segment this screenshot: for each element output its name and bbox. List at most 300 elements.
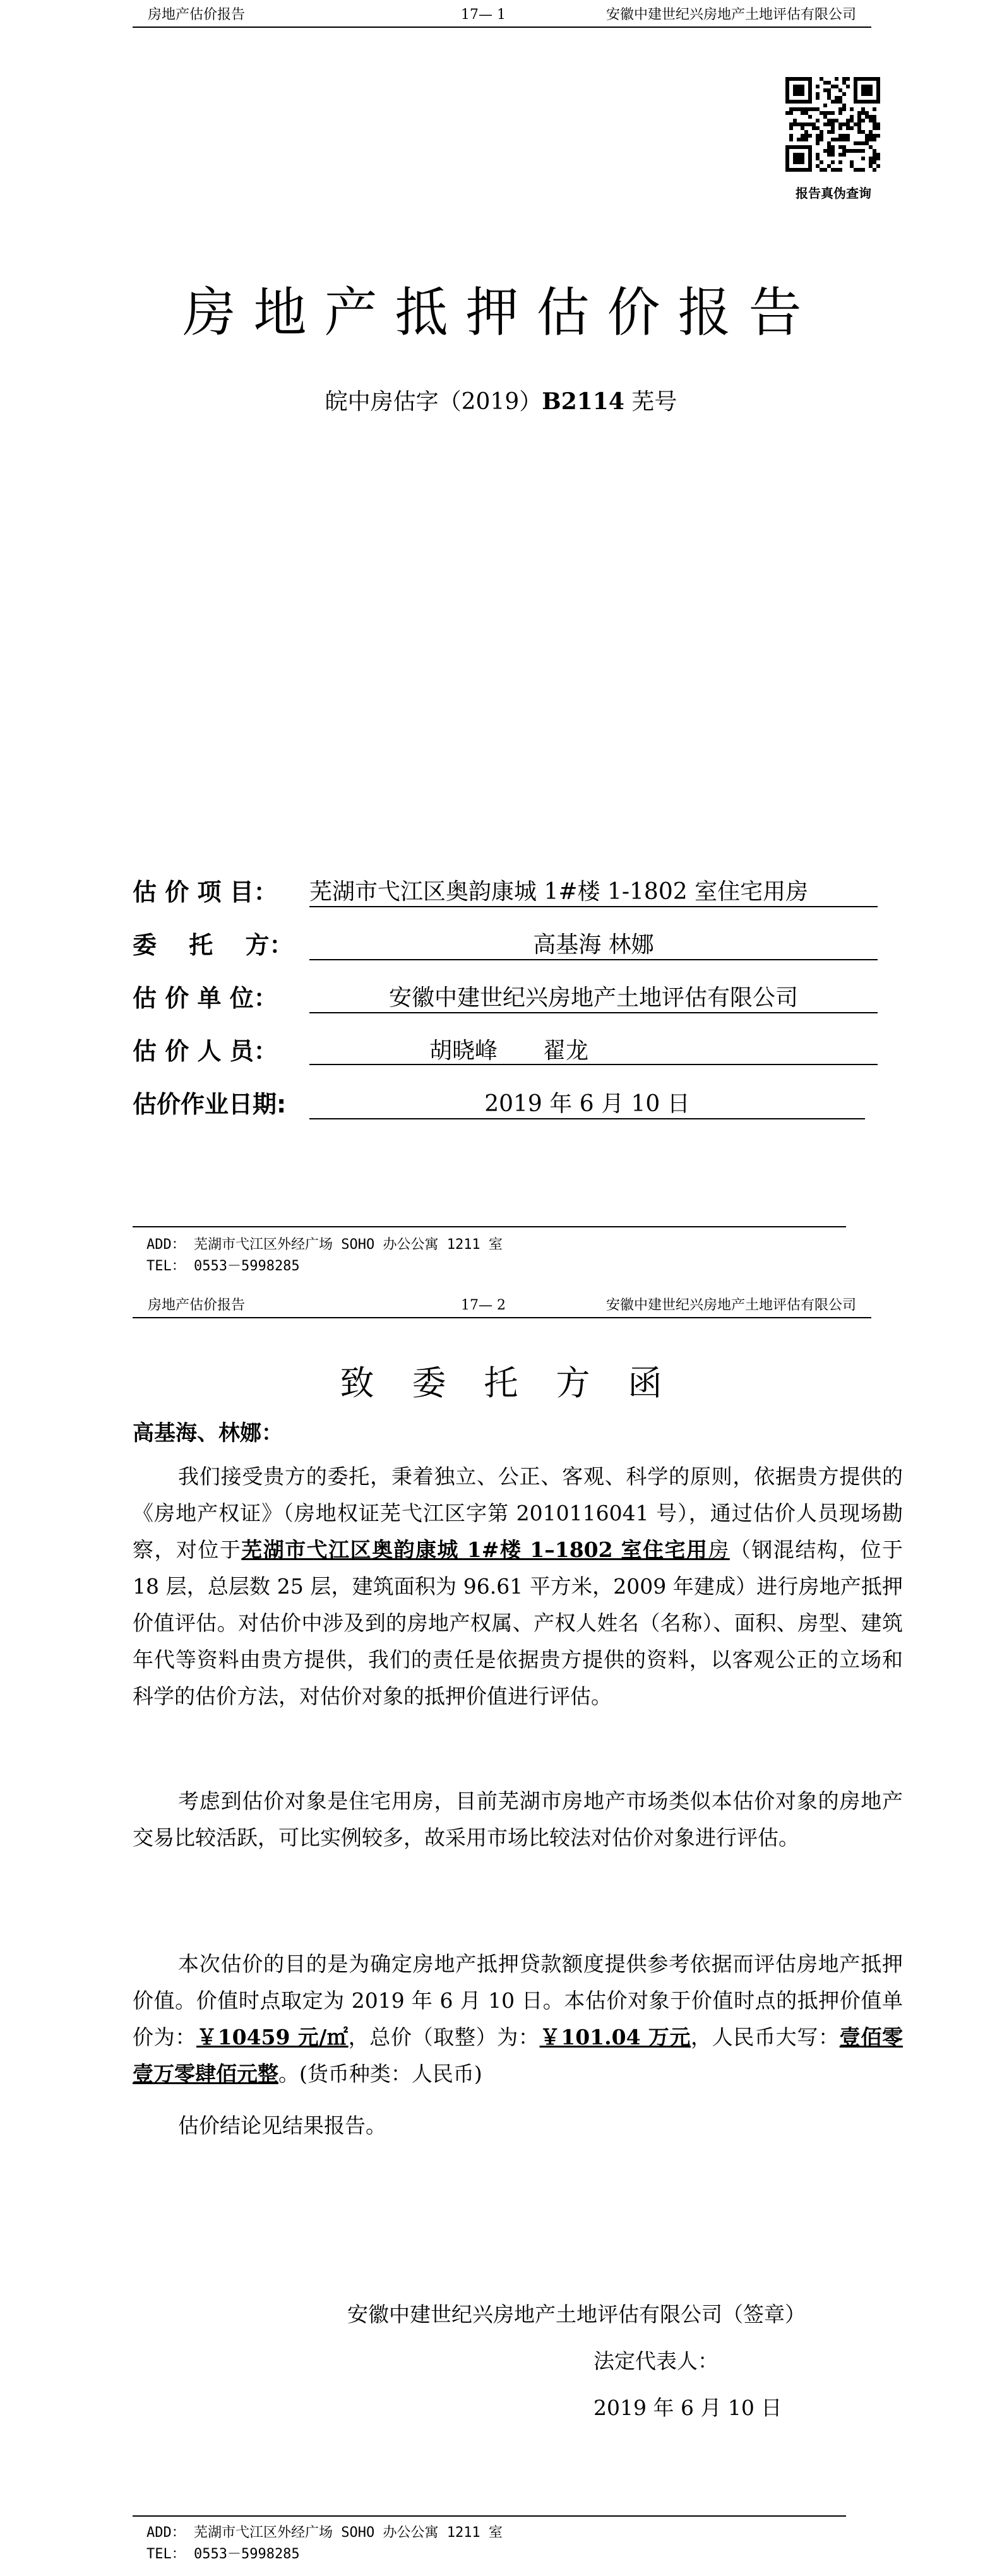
qr-module	[793, 153, 797, 157]
field-appraiser-org	[133, 981, 878, 1016]
qr-module	[869, 134, 873, 138]
qr-module	[838, 96, 842, 100]
qr-module	[846, 138, 850, 141]
footer-address: ADD： 芜湖市弋江区外经广场 SOHO 办公公寓 1211 室	[146, 1237, 503, 1253]
qr-module	[831, 85, 835, 88]
qr-module	[876, 134, 880, 138]
qr-module	[801, 138, 804, 141]
qr-module	[850, 149, 854, 153]
qr-module	[854, 92, 857, 96]
qr-module	[857, 119, 861, 122]
qr-module	[827, 164, 831, 168]
qr-module	[842, 107, 846, 111]
qr-module	[823, 88, 827, 92]
qr-module	[846, 149, 850, 153]
qr-module	[865, 88, 869, 92]
qr-module	[876, 126, 880, 130]
qr-module	[808, 145, 812, 149]
qr-module	[797, 88, 801, 92]
qr-module	[865, 77, 869, 81]
qr-module	[808, 85, 812, 88]
qr-module	[876, 96, 880, 100]
qr-module	[876, 92, 880, 96]
qr-module	[789, 100, 793, 104]
qr-module	[861, 141, 865, 145]
field-value: 胡晓峰 翟龙	[309, 1037, 878, 1065]
qr-module	[850, 160, 854, 164]
qr-module	[812, 126, 816, 130]
field-date	[133, 1087, 878, 1122]
letter-paragraph-1	[133, 1458, 903, 1715]
p1-property-address-end: 房	[708, 1537, 730, 1562]
qr-module	[785, 88, 789, 92]
qr-module	[797, 107, 801, 111]
qr-module	[873, 160, 876, 164]
qr-module	[842, 92, 846, 96]
qr-module	[808, 115, 812, 119]
header-left: 房地产估价报告	[148, 1297, 246, 1313]
qr-module	[869, 85, 873, 88]
p3-total-price: ￥101.04 万元	[539, 2025, 691, 2049]
qr-module	[861, 119, 865, 122]
qr-module	[793, 160, 797, 164]
qr-module	[861, 149, 865, 153]
qr-module	[850, 107, 854, 111]
qr-module	[869, 130, 873, 134]
qr-module	[785, 92, 789, 96]
qr-module	[808, 168, 812, 172]
header-page-number: 17— 2	[461, 1297, 506, 1313]
qr-module	[865, 85, 869, 88]
qr-module	[793, 92, 797, 96]
qr-module	[804, 130, 808, 134]
qr-module	[873, 168, 876, 172]
qr-module	[854, 77, 857, 81]
p3-text-b: ，总价（取整）为：	[348, 2025, 540, 2049]
qr-module	[838, 138, 842, 141]
qr-module	[873, 119, 876, 122]
qr-module	[816, 107, 820, 111]
qr-module	[801, 168, 804, 172]
qr-module	[873, 126, 876, 130]
qr-module	[789, 126, 793, 130]
letter-title: 致委托方函	[340, 1363, 700, 1403]
field-label: 估价作业日期:	[133, 1090, 287, 1118]
qr-module	[801, 111, 804, 115]
qr-module	[808, 81, 812, 85]
qr-module	[842, 145, 846, 149]
qr-module	[857, 111, 861, 115]
qr-module	[785, 149, 789, 153]
qr-module	[865, 111, 869, 115]
qr-module	[808, 92, 812, 96]
qr-module	[827, 119, 831, 122]
qr-module	[854, 88, 857, 92]
qr-module	[876, 153, 880, 157]
qr-module	[838, 88, 842, 92]
report-number-prefix: 皖中房估字（2019）	[325, 389, 542, 415]
qr-module	[861, 77, 865, 81]
qr-module	[789, 107, 793, 111]
qr-module	[857, 115, 861, 119]
qr-module	[823, 168, 827, 172]
qr-module	[804, 107, 808, 111]
qr-module	[808, 77, 812, 81]
qr-module	[865, 134, 869, 138]
qr-module	[801, 85, 804, 88]
header-page-number: 17— 1	[461, 7, 506, 23]
qr-module	[801, 122, 804, 126]
qr-module	[835, 138, 838, 141]
qr-module	[850, 164, 854, 168]
field-value: 芜湖市弋江区奥韵康城 1#楼 1-1802 室住宅用房	[309, 878, 878, 907]
qr-module	[831, 100, 835, 104]
qr-module	[797, 85, 801, 88]
qr-module	[785, 81, 789, 85]
qr-module	[876, 122, 880, 126]
qr-module	[838, 145, 842, 149]
qr-module	[789, 168, 793, 172]
page-header	[133, 4, 871, 28]
qr-module	[869, 164, 873, 168]
qr-module	[854, 100, 857, 104]
qr-module	[876, 85, 880, 88]
qr-module	[854, 85, 857, 88]
page-header	[133, 1294, 871, 1318]
qr-module	[820, 111, 823, 115]
qr-module	[846, 85, 850, 88]
p3-text-d: 。(货币种类：人民币)	[278, 2061, 482, 2086]
p1-text-a: 我们接受贵方的委托，秉着独立、公正、客观、科学的原则，依据贵方提供的《房地产权证》（房地权证芜弋江区字第 2010116041 号），通过估价人员现场勘察，对位于	[133, 1464, 903, 1562]
field-appraisers	[133, 1034, 878, 1069]
qr-module	[801, 88, 804, 92]
qr-module	[808, 149, 812, 153]
qr-module	[823, 81, 827, 85]
qr-module	[785, 96, 789, 100]
qr-code-icon[interactable]	[785, 77, 880, 172]
qr-module	[865, 115, 869, 119]
qr-module	[869, 115, 873, 119]
qr-module	[812, 122, 816, 126]
signature-representative: 法定代表人：	[593, 2349, 719, 2373]
qr-module	[869, 160, 873, 164]
qr-module	[846, 77, 850, 81]
qr-module	[801, 160, 804, 164]
qr-module	[835, 77, 838, 81]
qr-module	[823, 122, 827, 126]
qr-module	[804, 168, 808, 172]
qr-module	[873, 134, 876, 138]
qr-module	[835, 96, 838, 100]
qr-module	[804, 111, 808, 115]
qr-module	[873, 157, 876, 160]
qr-module	[838, 111, 842, 115]
qr-module	[861, 130, 865, 134]
qr-module	[785, 100, 789, 104]
qr-module	[873, 153, 876, 157]
qr-module	[789, 122, 793, 126]
qr-module	[801, 92, 804, 96]
qr-module	[785, 111, 789, 115]
qr-module	[835, 119, 838, 122]
qr-module	[842, 149, 846, 153]
qr-module	[857, 126, 861, 130]
field-client	[133, 927, 878, 963]
qr-module	[827, 81, 831, 85]
qr-module	[842, 77, 846, 81]
qr-module	[869, 138, 873, 141]
qr-module	[873, 115, 876, 119]
qr-module	[801, 134, 804, 138]
qr-module	[838, 100, 842, 104]
qr-module	[827, 149, 831, 153]
qr-module	[785, 145, 789, 149]
qr-module	[797, 160, 801, 164]
qr-module	[801, 157, 804, 160]
qr-module	[808, 100, 812, 104]
qr-module	[816, 126, 820, 130]
qr-module	[857, 141, 861, 145]
qr-module	[827, 96, 831, 100]
qr-module	[820, 160, 823, 164]
qr-module	[785, 85, 789, 88]
qr-module	[808, 88, 812, 92]
qr-module	[801, 77, 804, 81]
qr-module	[861, 107, 865, 111]
qr-module	[831, 111, 835, 115]
footer-divider	[133, 1226, 846, 1227]
qr-module	[793, 157, 797, 160]
qr-module	[804, 77, 808, 81]
qr-module	[827, 145, 831, 149]
qr-module	[857, 149, 861, 153]
qr-module	[873, 138, 876, 141]
qr-module	[846, 122, 850, 126]
qr-module	[816, 119, 820, 122]
qr-module	[857, 100, 861, 104]
qr-module	[797, 100, 801, 104]
qr-module	[869, 145, 873, 149]
qr-module	[785, 164, 789, 168]
signature-company: 安徽中建世纪兴房地产土地评估有限公司（签章）	[347, 2302, 806, 2327]
qr-module	[869, 88, 873, 92]
qr-module	[797, 92, 801, 96]
qr-module	[797, 77, 801, 81]
qr-module	[785, 160, 789, 164]
qr-module	[842, 134, 846, 138]
qr-module	[808, 122, 812, 126]
qr-module	[869, 92, 873, 96]
qr-module	[816, 141, 820, 145]
qr-module	[842, 81, 846, 85]
qr-module	[831, 160, 835, 164]
qr-module	[838, 122, 842, 126]
qr-module	[827, 122, 831, 126]
qr-module	[816, 85, 820, 88]
qr-module	[820, 130, 823, 134]
qr-module	[835, 85, 838, 88]
qr-module	[835, 100, 838, 104]
letter-paragraph-3	[133, 1946, 903, 2092]
qr-module	[873, 100, 876, 104]
qr-module	[831, 130, 835, 134]
qr-module	[801, 107, 804, 111]
qr-module	[869, 77, 873, 81]
qr-module	[808, 160, 812, 164]
qr-module	[876, 77, 880, 81]
qr-module	[838, 168, 842, 172]
qr-module	[789, 134, 793, 138]
qr-module	[789, 77, 793, 81]
qr-module	[793, 122, 797, 126]
qr-module	[816, 92, 820, 96]
qr-module	[854, 81, 857, 85]
qr-module	[861, 85, 865, 88]
qr-module	[827, 130, 831, 134]
qr-module	[823, 115, 827, 119]
p1-property-address: 芜湖市弋江区奥韵康城 1#楼 1–1802 室住宅用	[241, 1537, 708, 1562]
qr-module	[861, 100, 865, 104]
qr-module	[823, 111, 827, 115]
qr-module	[831, 153, 835, 157]
qr-module	[865, 100, 869, 104]
qr-module	[865, 138, 869, 141]
qr-module	[827, 88, 831, 92]
qr-module	[854, 122, 857, 126]
qr-module	[850, 126, 854, 130]
qr-caption: 报告真伪查询	[796, 186, 871, 201]
qr-module	[789, 138, 793, 141]
qr-module	[793, 168, 797, 172]
qr-module	[854, 149, 857, 153]
qr-module	[797, 122, 801, 126]
qr-module	[785, 157, 789, 160]
qr-module	[816, 157, 820, 160]
qr-module	[804, 138, 808, 141]
qr-module	[869, 119, 873, 122]
qr-module	[804, 122, 808, 126]
field-label: 估 价 人 员：	[133, 1037, 278, 1065]
qr-module	[797, 145, 801, 149]
footer-divider	[133, 2515, 846, 2517]
qr-module	[785, 153, 789, 157]
qr-module	[846, 134, 850, 138]
qr-module	[797, 138, 801, 141]
signature-date: 2019 年 6 月 10 日	[593, 2395, 782, 2420]
header-company: 安徽中建世纪兴房地产土地评估有限公司	[605, 7, 856, 23]
qr-module	[804, 134, 808, 138]
qr-module	[838, 134, 842, 138]
qr-module	[838, 160, 842, 164]
qr-module	[801, 145, 804, 149]
qr-module	[820, 134, 823, 138]
qr-module	[820, 138, 823, 141]
footer-tel: TEL： 0553－5998285	[146, 1258, 300, 1274]
header-company: 安徽中建世纪兴房地产土地评估有限公司	[605, 1297, 856, 1313]
qr-module	[876, 157, 880, 160]
qr-module	[876, 164, 880, 168]
report-number	[0, 384, 1002, 416]
qr-module	[816, 153, 820, 157]
qr-module	[827, 111, 831, 115]
qr-module	[808, 96, 812, 100]
letter-paragraph-4: 估价结论见结果报告。	[178, 2113, 386, 2138]
qr-module	[808, 164, 812, 168]
header-left: 房地产估价报告	[148, 7, 246, 23]
qr-module	[854, 96, 857, 100]
qr-module	[857, 77, 861, 81]
qr-module	[861, 111, 865, 115]
qr-module	[835, 168, 838, 172]
qr-module	[838, 153, 842, 157]
qr-module	[789, 111, 793, 115]
field-value: 2019 年 6 月 10 日	[309, 1090, 865, 1119]
p3-text-a: 本次估价的目的是为确定房地产抵押贷款额度提供参考依据而评估房地产抵押价值。价值时点取定为 2019 年 6 月 10 日。本估价对象于价值时点的抵押价值单价为：	[133, 1952, 903, 2049]
field-label: 委 托 方：	[133, 931, 294, 959]
qr-module	[797, 168, 801, 172]
qr-module	[865, 92, 869, 96]
qr-module	[812, 107, 816, 111]
footer-address: ADD： 芜湖市弋江区外经广场 SOHO 办公公寓 1211 室	[146, 2525, 503, 2541]
qr-module	[804, 100, 808, 104]
qr-module	[838, 126, 842, 130]
qr-module	[816, 134, 820, 138]
qr-module	[785, 168, 789, 172]
qr-module	[820, 168, 823, 172]
qr-module	[793, 100, 797, 104]
qr-module	[793, 145, 797, 149]
qr-module	[827, 92, 831, 96]
qr-module	[857, 168, 861, 172]
qr-module	[865, 141, 869, 145]
qr-module	[831, 138, 835, 141]
qr-module	[793, 107, 797, 111]
qr-module	[846, 126, 850, 130]
qr-module	[827, 153, 831, 157]
qr-module	[808, 157, 812, 160]
field-label: 估 价 项 目：	[133, 878, 278, 906]
qr-module	[873, 122, 876, 126]
qr-module	[842, 122, 846, 126]
p3-unit-price: ￥10459 元/㎡	[196, 2025, 349, 2049]
qr-module	[842, 138, 846, 141]
qr-module	[801, 100, 804, 104]
qr-module	[831, 122, 835, 126]
qr-module	[793, 85, 797, 88]
qr-module	[797, 157, 801, 160]
qr-module	[873, 77, 876, 81]
qr-module	[823, 104, 827, 107]
p3-total-uppercase: 壹佰零壹万零肆佰元整	[133, 2025, 903, 2086]
field-label: 估 价 单 位：	[133, 984, 278, 1012]
qr-module	[808, 107, 812, 111]
qr-module	[831, 119, 835, 122]
qr-module	[861, 157, 865, 160]
qr-module	[861, 88, 865, 92]
qr-module	[831, 149, 835, 153]
qr-module	[876, 100, 880, 104]
qr-module	[850, 119, 854, 122]
footer-tel: TEL： 0553－5998285	[146, 2546, 300, 2562]
qr-module	[801, 126, 804, 130]
qr-module	[823, 149, 827, 153]
qr-module	[831, 126, 835, 130]
qr-module	[793, 119, 797, 122]
qr-module	[789, 145, 793, 149]
qr-module	[804, 145, 808, 149]
qr-module	[797, 153, 801, 157]
qr-module	[793, 77, 797, 81]
